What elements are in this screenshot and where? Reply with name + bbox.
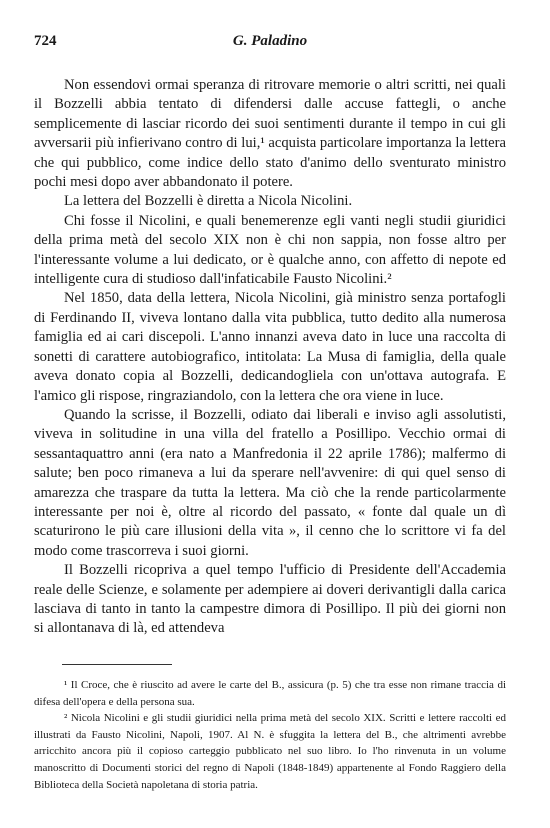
paragraph: Non essendovi ormai speranza di ritrovare memorie o altri scritti, nei quali il Bozzelli abbia tentato di difendersi dalle accuse fattegli, o anche semplicemente di lasciar ricordo dei suoi sentimenti durante il tempo in cui gli avversarii più infierivano contro di lui,¹ acquista particolare importanza la lettera che qui pubblico, come indice dello stato d'animo dello sventurato ministro pochi mesi dopo aver abbandonato il potere.: [34, 77, 506, 191]
running-header: [34, 33, 506, 53]
main-text: [34, 76, 506, 639]
paragraph: Il Bozzelli ricopriva a quel tempo l'ufficio di Presidente dell'Accademia reale delle Scienze, e solamente per adempiere ai doveri derivantigli dalla carica lasciava di tanto in tanto la campestre dimora di Posillipo. Il più dei giorni non si allontanava di là, ed attendeva: [34, 562, 506, 637]
paragraph: Nel 1850, data della lettera, Nicola Nicolini, già ministro senza portafogli di Ferdinando II, viveva lontano dalla vita pubblica, tutto dedito alla numerosa famiglia ed ai cari discepoli. L'anno innanzi aveva dato in luce una raccolta di sonetti di carattere autobiografico, intitolata: La Musa di famiglia, della quale aveva donato copia al Bozzelli, dedicandogliela con un'ottava autografa. E l'amico gli rispose, ringraziandolo, con la lettera che ora viene in luce.: [34, 290, 506, 404]
footnotes: [34, 677, 506, 793]
footnote-divider: [62, 664, 172, 665]
paragraph: La lettera del Bozzelli è diretta a Nicola Nicolini.: [64, 193, 353, 210]
paragraph: Chi fosse il Nicolini, e quali benemerenze egli vanti negli studii giuridici della prima metà del secolo XIX non è chi non sappia, non fosse altro per l'interessante volume a lui dedicato, or è qualche anno, con affetto di nepote ed intelligente cura di studioso dall'infaticabile Fausto Nicolini.²: [34, 212, 506, 288]
paragraph: Quando la scrisse, il Bozzelli, odiato dai liberali e inviso agli assolutisti, viveva in solitudine in una villa del fratello a Posillipo. Vecchio ormai di sessantaquattro anni (era nato a Manfredonia il 22 aprile 1786); malfermo di salute; ben poco rimaneva a lui da sperare nell'avvenire: di qui quel senso di amarezza che traspare da tutta la lettera. Ma ciò che la rende particolarmente interessante per noi è, oltre al ricordo del passato, « fonte dal quale un dì scaturirono le più care illusioni della vita », il cenno che lo scrittore vi fa del modo come trascorreva i suoi giorni.: [34, 406, 506, 559]
footnote: ¹ Il Croce, che è riuscito ad avere le carte del B., assicura (p. 5) che tra esse non rimane traccia di difesa dell'opera e della persona sua.: [34, 679, 506, 708]
running-title: G. Paladino: [232, 33, 308, 49]
page-number: 724: [34, 33, 57, 49]
footnote: ² Nicola Nicolini e gli studii giuridici nella prima metà del secolo XIX. Scritti e lettere raccolti ed illustrati da Fausto Nicolini, Napoli, 1907. Al N. è sfuggita la lettera del B., che altrimenti avrebbe arricchito ancora più il copioso carteggio pubblicato nel suo libro. Io l'ho rinvenuta in un volume manoscritto di Documenti storici del regno di Napoli (1848-1849) appartenente al Fondo Raggiero della Biblioteca della Società napoletana di storia patria.: [34, 712, 506, 791]
